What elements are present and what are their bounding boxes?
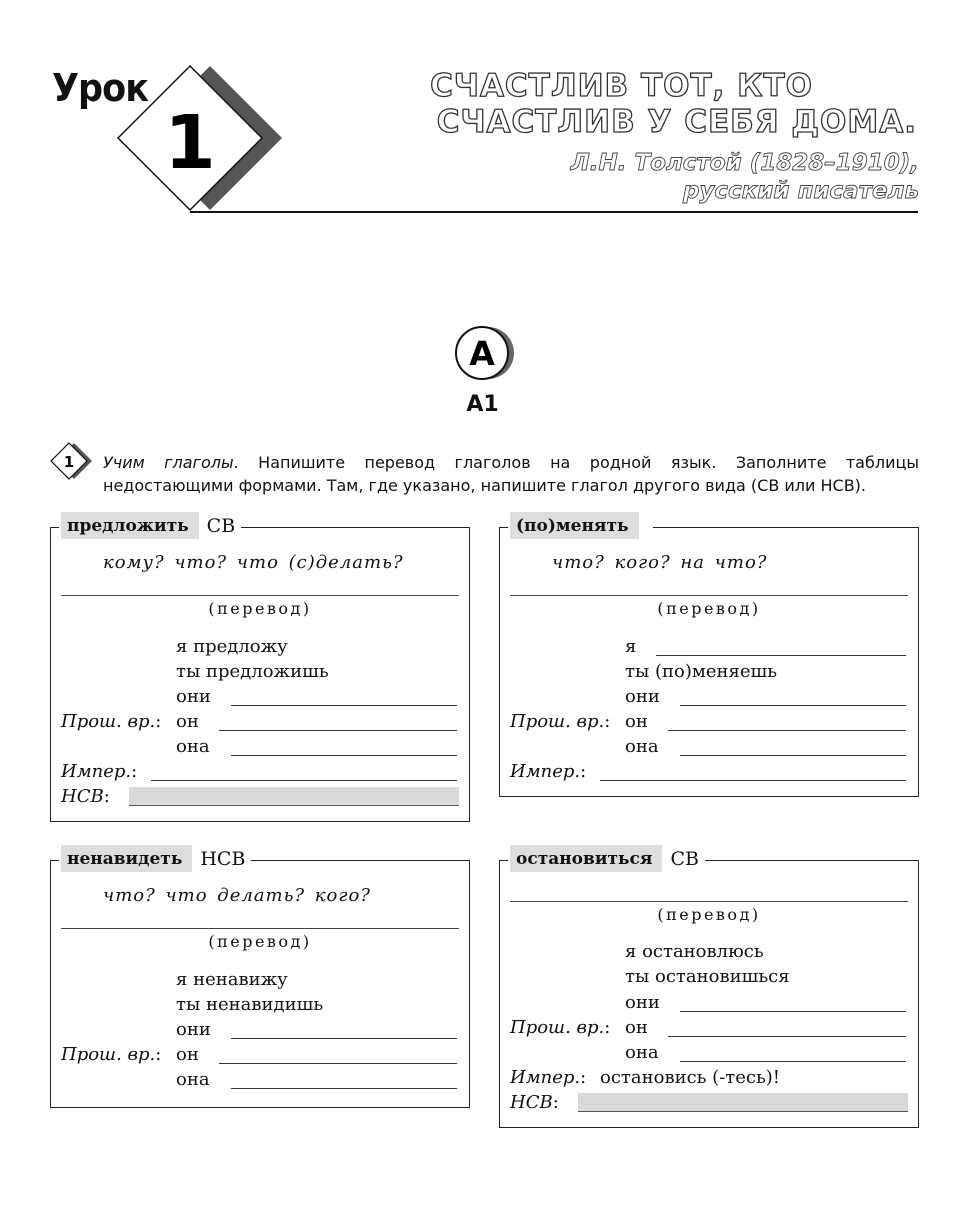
section-code: А1 [466, 392, 499, 417]
form-ona-label: она [625, 736, 659, 757]
form-oni-label: они [625, 992, 660, 1013]
verb-government-questions: что? что делать? кого? [103, 885, 371, 906]
nsv-answer-field[interactable] [578, 1093, 908, 1112]
form-ona-blank[interactable] [680, 1061, 906, 1062]
verb-infinitive: остановиться [510, 845, 662, 872]
verb-box-header [59, 845, 251, 872]
form-ona-label: она [176, 736, 210, 757]
exercise-number: 1 [63, 453, 75, 471]
translation-label: (перевод) [208, 599, 312, 618]
form-on-blank[interactable] [219, 1063, 457, 1064]
nsv-label: НСВ: [61, 786, 110, 807]
form-oni-blank[interactable] [231, 705, 457, 706]
verb-box-ostanovitsya [499, 847, 919, 1128]
form-ty: ты предложишь [176, 661, 329, 682]
lesson-number-diamond [110, 62, 290, 222]
header-rule [190, 211, 918, 213]
verb-aspect: СВ [206, 514, 236, 537]
translation-line[interactable] [61, 595, 459, 596]
lesson-number: 1 [164, 100, 216, 186]
verb-government-questions: кому? что? что (с)делать? [103, 552, 404, 573]
nsv-answer-field[interactable] [129, 787, 459, 806]
form-ya: я остановлюсь [625, 941, 764, 962]
translation-label: (перевод) [657, 599, 761, 618]
form-on-label: он [625, 1017, 648, 1038]
exercise-body: . Напишите перевод глаголов на родной язык. Заполните таблицы недостающими формами. Там, где указано, напишите глагол другого вида (СВ или НСВ). [103, 453, 920, 495]
verb-aspect: НСВ [200, 847, 246, 870]
verb-aspect: СВ [670, 847, 699, 870]
imperative-label: Импер.: [61, 761, 138, 782]
nsv-label: НСВ: [510, 1092, 559, 1113]
title-line-2: СЧАСТЛИВ У СЕБЯ ДОМА. [436, 104, 917, 140]
form-ona-blank[interactable] [231, 755, 457, 756]
imperative-label: Импер.: [510, 1067, 587, 1088]
form-ya: я предложу [176, 636, 288, 657]
form-on-blank[interactable] [668, 730, 906, 731]
form-on-blank[interactable] [219, 730, 457, 731]
verb-box-header [59, 512, 241, 539]
form-on-blank[interactable] [668, 1036, 906, 1037]
imperative-blank[interactable] [151, 780, 457, 781]
form-ona-label: она [176, 1069, 210, 1090]
form-ona-blank[interactable] [680, 755, 906, 756]
past-tense-label: Прош. вр.: [61, 711, 162, 732]
form-on-label: он [176, 711, 199, 732]
form-oni-blank[interactable] [680, 1011, 906, 1012]
exercise-intro: Учим глаголы [103, 453, 234, 472]
past-tense-label: Прош. вр.: [61, 1044, 162, 1065]
title-line-1: СЧАСТЛИВ ТОТ, КТО [430, 68, 813, 104]
form-oni-label: они [176, 686, 211, 707]
section-letter: А [469, 334, 495, 373]
verb-infinitive: (по)менять [510, 512, 639, 539]
verb-box-nenavidet [50, 847, 470, 1108]
past-tense-label: Прош. вр.: [510, 1017, 611, 1038]
verb-box-header [508, 845, 705, 872]
form-ya-blank[interactable] [656, 655, 906, 656]
translation-line[interactable] [510, 901, 908, 902]
form-on-label: он [176, 1044, 199, 1065]
form-ona-label: она [625, 1042, 659, 1063]
past-tense-label: Прош. вр.: [510, 711, 611, 732]
author-line-2: русский писатель [682, 178, 919, 204]
verb-infinitive: ненавидеть [61, 845, 192, 872]
exercise-number-marker [50, 441, 100, 481]
verb-box-pomenyat [499, 516, 919, 797]
form-oni-label: они [176, 1019, 211, 1040]
form-oni-blank[interactable] [680, 705, 906, 706]
translation-line[interactable] [510, 595, 908, 596]
verb-infinitive: предложить [61, 512, 199, 539]
form-ya-label: я [625, 636, 637, 657]
verb-box-header [508, 512, 653, 539]
form-on-label: он [625, 711, 648, 732]
exercise-instructions [103, 451, 919, 497]
translation-label: (перевод) [657, 905, 761, 924]
imperative-label: Импер.: [510, 761, 587, 782]
form-oni-label: они [625, 686, 660, 707]
imperative-value: остановись (-тесь)! [600, 1067, 781, 1088]
translation-line[interactable] [61, 928, 459, 929]
lesson-word: Урок [52, 66, 149, 110]
author-line-1: Л.Н. Толстой (1828–1910), [570, 150, 919, 176]
verb-government-questions: что? кого? на что? [552, 552, 768, 573]
form-oni-blank[interactable] [231, 1038, 457, 1039]
form-ty: ты ненавидишь [176, 994, 324, 1015]
imperative-blank[interactable] [600, 780, 906, 781]
form-ona-blank[interactable] [231, 1088, 457, 1089]
form-ty: ты остановишься [625, 966, 790, 987]
verb-box-predlozhit [50, 514, 470, 822]
translation-label: (перевод) [208, 932, 312, 951]
form-ty: ты (по)меняешь [625, 661, 778, 682]
form-ya: я ненавижу [176, 969, 288, 990]
section-circle [452, 322, 522, 386]
